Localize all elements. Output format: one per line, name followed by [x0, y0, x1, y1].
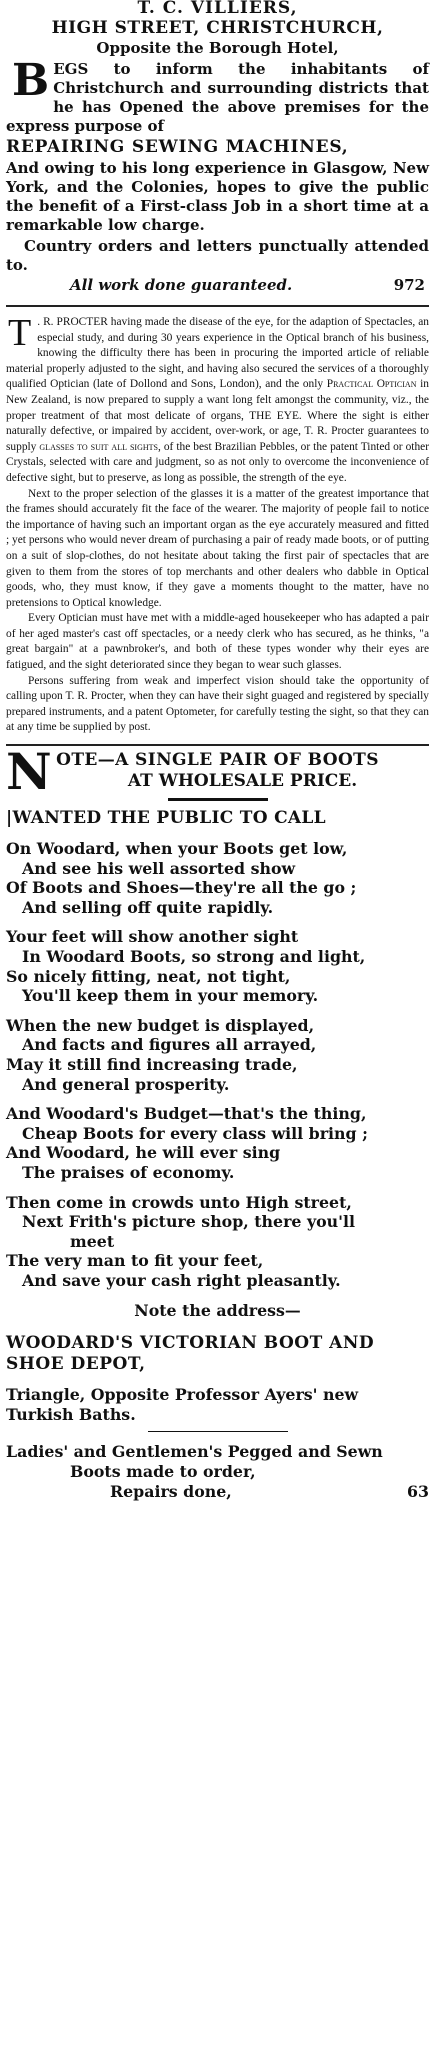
verse-line: And selling off quite rapidly.: [22, 897, 274, 917]
procter-practical: Practical Optician: [326, 378, 417, 391]
woodard-ladies: [6, 1442, 429, 1502]
woodard-stanza-1: [6, 839, 429, 917]
villiers-repairing: REPAIRING SEWING MACHINES,: [6, 137, 349, 157]
villiers-drop-cap: B: [12, 55, 50, 106]
verse-line: The praises of economy.: [22, 1162, 235, 1182]
villiers-guarantee: All work done guaranteed.: [70, 276, 293, 294]
woodard-ref: 63: [407, 1481, 429, 1501]
verse-line: In Woodard Boots, so strong and light,: [22, 947, 366, 966]
woodard-ladies-a: Ladies' and Gentlemen's Pegged and Sewn: [6, 1441, 383, 1461]
woodard-stanza-5: [6, 1193, 429, 1291]
verse-line: The very man to fit your feet,: [6, 1251, 264, 1271]
woodard-triangle: Triangle, Opposite Professor Ayers' new Turkish Baths.: [6, 1384, 359, 1424]
villiers-ref: 972: [393, 276, 425, 294]
procter-glasses: glasses to suit all sights,: [39, 440, 161, 453]
verse-line: And see his well assorted show: [22, 858, 296, 878]
procter-p4: Persons suffering from weak and imperfect vision should take the opportunity of calling upon T. R. Procter, when they can have their sight guaged and registered by specially prepared instruments, and a patent Optometer, for carefully testing the sight, so that they can at any time be supplied by post.: [6, 674, 429, 734]
villiers-signoff: [6, 276, 429, 295]
divider: [6, 744, 429, 746]
verse-line: So nicely fitting, neat, not tight,: [6, 966, 291, 986]
villiers-body2: And owing to his long experience in Glasgow, New York, and the Colonies, hopes to give the public the benefit of a First-class Job in a short time at a remarkable low charge.: [6, 159, 429, 234]
verse-line: Your feet will show another sight: [6, 927, 299, 947]
villiers-advertisement: [6, 0, 429, 295]
verse-line: Then come in crowds unto High street,: [6, 1192, 352, 1212]
verse-line: When the new budget is displayed,: [6, 1015, 315, 1035]
verse-line: Cheap Boots for every class will bring ;: [22, 1123, 368, 1143]
woodard-note: Note the address—: [134, 1300, 301, 1320]
woodard-advertisement: [6, 742, 429, 1501]
villiers-opposite: Opposite the Borough Hotel,: [96, 39, 339, 57]
divider: [148, 1431, 288, 1432]
woodard-head2: AT WHOLESALE PRICE.: [127, 771, 358, 792]
woodard-head1: OTE—A SINGLE PAIR OF BOOTS: [56, 750, 379, 771]
woodard-wanted-text: WANTED THE PUBLIC TO CALL: [12, 808, 326, 829]
verse-line: You'll keep them in your memory.: [22, 986, 319, 1006]
woodard-wanted: |WANTED THE PUBLIC TO CALL: [6, 808, 326, 829]
verse-line: And Woodard's Budget—that's the thing,: [6, 1104, 367, 1124]
verse-line: And Woodard, he will ever sing: [6, 1143, 281, 1163]
woodard-repairs-row: [6, 1482, 429, 1502]
verse-line: On Woodard, when your Boots get low,: [6, 839, 348, 859]
verse-line: meet: [70, 1231, 115, 1251]
verse-line: May it still find increasing trade,: [6, 1054, 298, 1074]
divider: [6, 305, 429, 307]
verse-line: Next Frith's picture shop, there you'll: [22, 1212, 355, 1232]
woodard-stanza-4: [6, 1104, 429, 1182]
woodard-depot: WOODARD'S VICTORIAN BOOT AND SHOE DEPOT,: [6, 1332, 375, 1374]
villiers-body1: EGS to inform the inhabitants of Christchurch and surrounding districts that he has Opened the above premises for the express purpose of: [6, 60, 429, 135]
villiers-body3: Country orders and letters punctually attended to.: [6, 237, 429, 274]
procter-advertisement: [6, 312, 429, 736]
procter-p1: . R. PROCTER having made the disease of the eye, for the adaption of Spectacles, an especial study, and during 30 years experience in the Optical branch of his business, knowing the difficulty there has been in procuring the imported article of reliable material properly adjusted to the sight, and having also secured the services of a thoroughly qualified Optician (late of Dollond and Sons, London), and the only: [6, 316, 429, 391]
procter-p2: Next to the proper selection of the glasses it is a matter of the greatest importance that the frames should accurately fit the face of the wearer. The majority of people fail to notice the importance of having such an important organ as the eye accurately measured and fitted ; yet persons who would never dream of purchasing a pair of ready made boots, or of putting on a suit of slop-clothes, do not hesitate about taking the first pair of spectacles that are given to them from the stores of top merchants and other dealers who dabble in Optical goods, who, they must know, if they gave a moments thought to the matter, have no pretensions to Optical knowledge.: [6, 487, 429, 609]
woodard-stanza-3: [6, 1016, 429, 1094]
procter-p3: Every Optician must have met with a middle-aged housekeeper who has adapted a pair of her aged master's cast off spectacles, or a needy clerk who has secured, as he thinks, "a great bargain" at a pawnbroker's, and both of these types wonder why their eyes are fatigued, and the sight deteriorated since they began to wear such glasses.: [6, 612, 429, 672]
woodard-repairs: Repairs done,: [110, 1481, 232, 1501]
villiers-name: T. C. VILLIERS,: [137, 0, 298, 18]
verse-line: And save your cash right pleasantly.: [22, 1270, 341, 1290]
verse-line: Of Boots and Shoes—they're all the go ;: [6, 878, 357, 898]
procter-drop-cap: T: [8, 312, 32, 354]
woodard-ladies-b: Boots made to order,: [70, 1461, 256, 1481]
woodard-drop-cap: N: [6, 742, 53, 802]
verse-line: And facts and figures all arrayed,: [22, 1035, 317, 1055]
divider: [168, 798, 268, 801]
procter-p1c: of the best Brazilian Pebbles, or the patent Tinted or other Crystals, selected with care and judgment, so as not only to overcome the inconvenience of defective sight, but to preserve, as long as possible, the strength of the eye.: [6, 440, 429, 484]
verse-line: And general prosperity.: [22, 1074, 230, 1094]
villiers-address: HIGH STREET, CHRISTCHURCH,: [51, 18, 384, 38]
villiers-body: [6, 55, 429, 136]
woodard-stanza-2: [6, 927, 429, 1005]
procter-p1b: in New Zealand, is now prepared to supply a want long felt amongst the community, viz., the proper treatment of that most delicate of organs, THE EYE. Where the sight is either naturally defective, or impaired by accident, over-work, or age, T. R. Procter guarantees to supply: [6, 378, 429, 453]
